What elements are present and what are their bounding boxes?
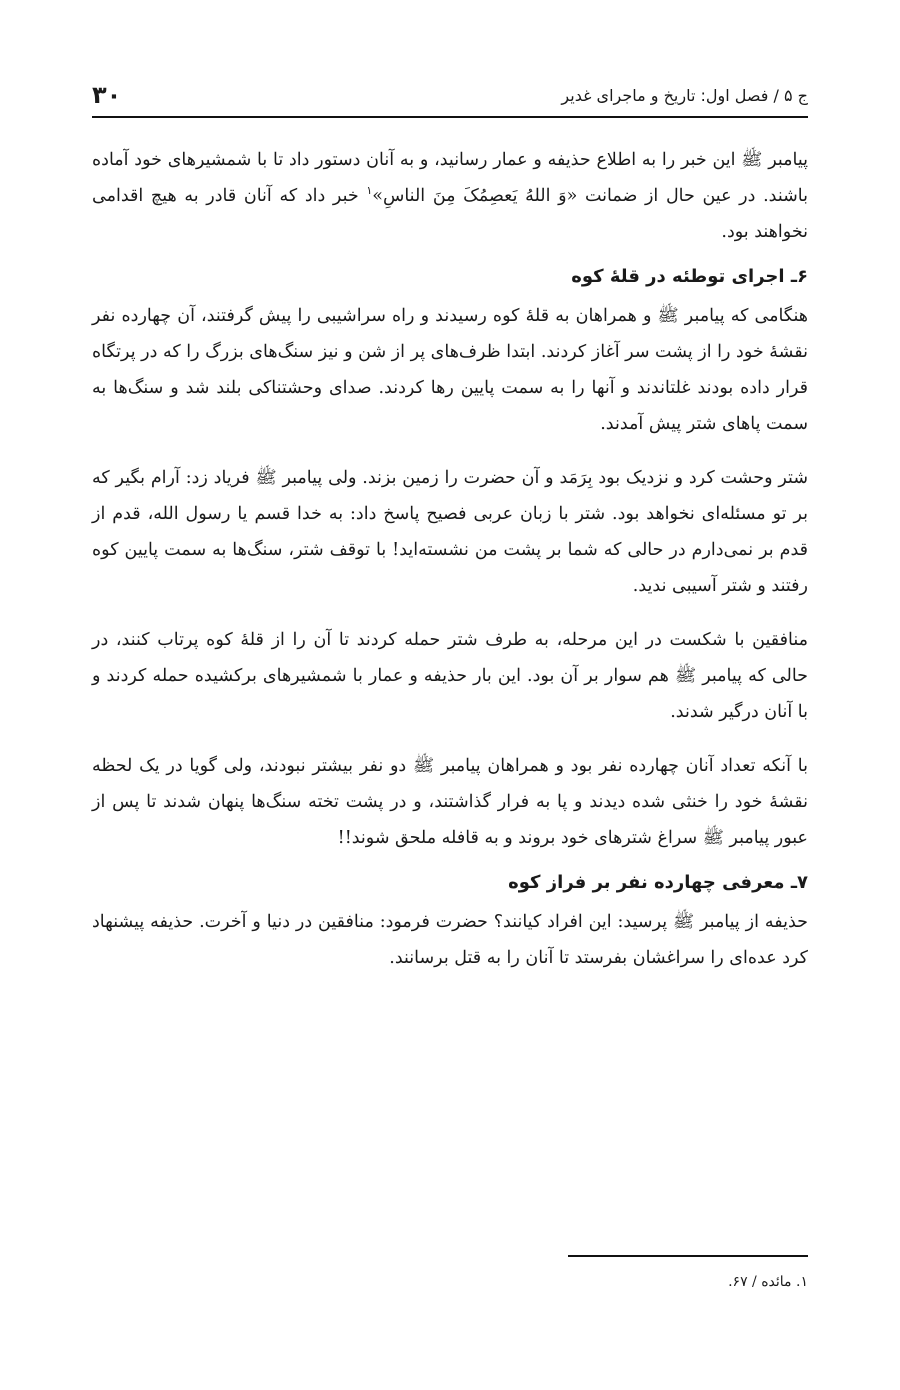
footnote-divider xyxy=(568,1255,808,1257)
page-header xyxy=(92,74,808,116)
paragraph-5: با آنکه تعداد آنان چهارده نفر بود و همراهان پیامبر ﷺ دو نفر بیشتر نبودند، ولی گویا در یک لحظه نقشهٔ خود را خنثی شده دیدند و پا به فرار گذاشتند، و در پشت تخته سنگ‌ها پنهان شدند تا پس از عبور پیامبر ﷺ سراغ شترهای خود بروند و به قافله ملحق شوند!! xyxy=(92,756,808,848)
paragraph-6: حذیفه از پیامبر ﷺ پرسید: این افراد کیانند؟ حضرت فرمود: منافقین در دنیا و آخرت. حذیفه پیشنهاد کرد عده‌ای را سراغشان بفرستد تا آنان را به قتل برسانند. xyxy=(92,912,808,968)
section-heading-7: ۷ـ معرفی چهارده نفر بر فراز کوه xyxy=(508,872,808,893)
header-divider xyxy=(92,116,808,118)
book-page xyxy=(92,60,808,1360)
footnote-marker: ۱ xyxy=(366,184,373,198)
paragraph-2: هنگامی که پیامبر ﷺ و همراهان به قلهٔ کوه رسیدند و راه سراشیبی را پیش گرفتند، آن چهارده نفر نقشهٔ خود را از پشت سر آغاز کردند. ابتدا ظرف‌های پر از شن و نیز سنگ‌های بزرگ را که در پرتگاه قرار داده بودند غلتاندند و آنها را به سمت پایین رها کردند. صدای وحشتناکی بلند شد و سنگ‌ها به سمت پاهای شتر پیش آمدند. xyxy=(92,306,808,434)
paragraph-1-text: پیامبر ﷺ این خبر را به اطلاع حذیفه و عمار رسانید، و به آنان دستور داد تا با شمشیرهای خود آماده باشند. در عین حال از ضمانت «وَ اللهُ یَعصِمُکَ مِنَ الناسِ» xyxy=(92,150,808,206)
body-text xyxy=(92,142,808,994)
running-head: ج ۵ / فصل اول: تاریخ و ماجرای غدیر xyxy=(561,85,808,105)
paragraph-4: منافقین با شکست در این مرحله، به طرف شتر حمله کردند تا آن را از قلهٔ کوه پرتاب کنند، در حالی که پیامبر ﷺ هم سوار بر آن بود. این بار حذیفه و عمار با شمشیرهای برکشیده حمله کردند و با آنان درگیر شدند. xyxy=(92,630,808,722)
paragraph-3: شتر وحشت کرد و نزدیک بود بِرَمَد و آن حضرت را زمین بزند. ولی پیامبر ﷺ فریاد زد: آرام بگیر که بر تو مسئله‌ای نخواهد بود. شتر با زبان عربی فصیح پاسخ داد: به خدا قسم یا رسول الله، قدم از قدم بر نمی‌دارم در حالی که شما بر پشت من نشسته‌اید! با توقف شتر، سنگ‌ها به سمت پایین کوه رفتند و شتر آسیبی ندید. xyxy=(92,468,808,596)
section-heading-6: ۶ـ اجرای توطئه در قلهٔ کوه xyxy=(571,266,808,287)
paragraph-1 xyxy=(92,142,808,250)
footnote: ۱. مائده / ۶۷. xyxy=(728,1274,808,1290)
paragraph-1-tail: خبر داد که آنان قادر به هیچ اقدامی نخواهند بود. xyxy=(92,186,808,242)
page-number: ۳۰ xyxy=(92,81,122,109)
